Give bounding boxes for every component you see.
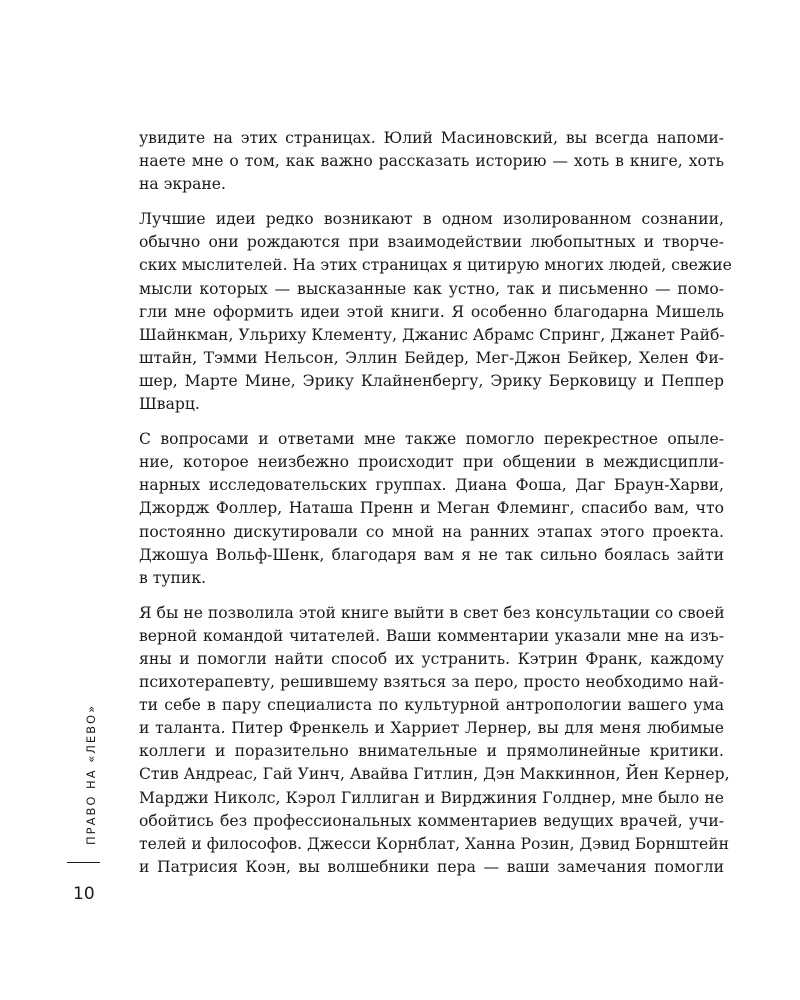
text-line: яны и помогли найти способ их устранить. Кэтрин Франк, каждому <box>139 649 724 668</box>
body-text <box>139 127 732 879</box>
text-line: Шварц. <box>139 395 200 414</box>
paragraph <box>139 127 724 196</box>
page-number: 10 <box>73 884 95 904</box>
text-line: на экране. <box>139 175 226 194</box>
text-line: Лучшие идеи редко возникают в одном изолированном сознании, <box>139 210 724 229</box>
text-line: постоянно дискутировали со мной на ранних этапах этого проекта. <box>139 522 724 541</box>
text-line: в тупик. <box>139 568 207 587</box>
running-head-text: ПРАВО НА «ЛЕВО» <box>84 703 98 845</box>
text-line: гли мне оформить идеи этой книги. Я особенно благодарна Мишель <box>139 302 724 321</box>
text-line: Марджи Николс, Кэрол Гиллиган и Вирджиния Голднер, мне было не <box>139 788 724 807</box>
text-line: Джошуа Вольф-Шенк, благодаря вам я не так сильно боялась зайти <box>139 545 724 564</box>
text-line: Шайнкман, Ульриху Клементу, Джанис Абрамс Спринг, Джанет Райб- <box>139 325 725 344</box>
paragraph <box>139 602 730 879</box>
text-line: штайн, Тэмми Нельсон, Эллин Бейдер, Мег-Джон Бейкер, Хелен Фи- <box>139 348 724 367</box>
text-line: психотерапевту, решившему взяться за перо, просто необходимо най- <box>139 673 724 692</box>
paragraph <box>139 428 724 590</box>
text-line: коллеги и поразительно внимательные и прямолинейные критики. <box>139 742 724 761</box>
text-line: С вопросами и ответами мне также помогло перекрестное опыле- <box>139 430 724 449</box>
text-line: Стив Андреас, Гай Уинч, Авайва Гитлин, Дэн Маккиннон, Йен Кернер, <box>139 765 730 784</box>
running-head <box>82 695 102 845</box>
text-line: и Патрисия Коэн, вы волшебники пера — ваши замечания помогли <box>139 857 724 876</box>
text-line: шер, Марте Мине, Эрику Клайненбергу, Эрику Берковицу и Пеппер <box>139 371 724 390</box>
text-line: и таланта. Питер Френкель и Харриет Лернер, вы для меня любимые <box>139 719 724 738</box>
text-line: Джордж Фоллер, Наташа Пренн и Меган Флеминг, спасибо вам, что <box>139 499 724 518</box>
folio-rule <box>67 862 100 863</box>
text-line: ти себе в пару специалиста по культурной антропологии вашего ума <box>139 696 724 715</box>
text-line: телей и философов. Джесси Корнблат, Ханна Розин, Дэвид Борнштейн <box>139 834 730 853</box>
text-line: нарных исследовательских группах. Диана Фоша, Даг Браун-Харви, <box>139 476 724 495</box>
text-line: обойтись без профессиональных комментариев ведущих врачей, учи- <box>139 811 724 830</box>
text-line: наете мне о том, как важно рассказать историю — хоть в книге, хоть <box>139 152 724 171</box>
text-line: верной командой читателей. Ваши комментарии указали мне на изъ- <box>139 626 724 645</box>
text-line: Я бы не позволила этой книге выйти в свет без консультации со своей <box>139 603 725 622</box>
text-line: увидите на этих страницах. Юлий Масиновский, вы всегда напоми- <box>139 129 724 147</box>
text-line: мысли которых — высказанные как устно, так и письменно — помо- <box>139 279 724 298</box>
text-line: обычно они рождаются при взаимодействии любопытных и творче- <box>139 233 724 252</box>
paragraph <box>139 208 732 416</box>
text-line: ских мыслителей. На этих страницах я цитирую многих людей, свежие <box>139 256 732 275</box>
text-line: ние, которое неизбежно происходит при общении в междисципли- <box>139 453 724 472</box>
